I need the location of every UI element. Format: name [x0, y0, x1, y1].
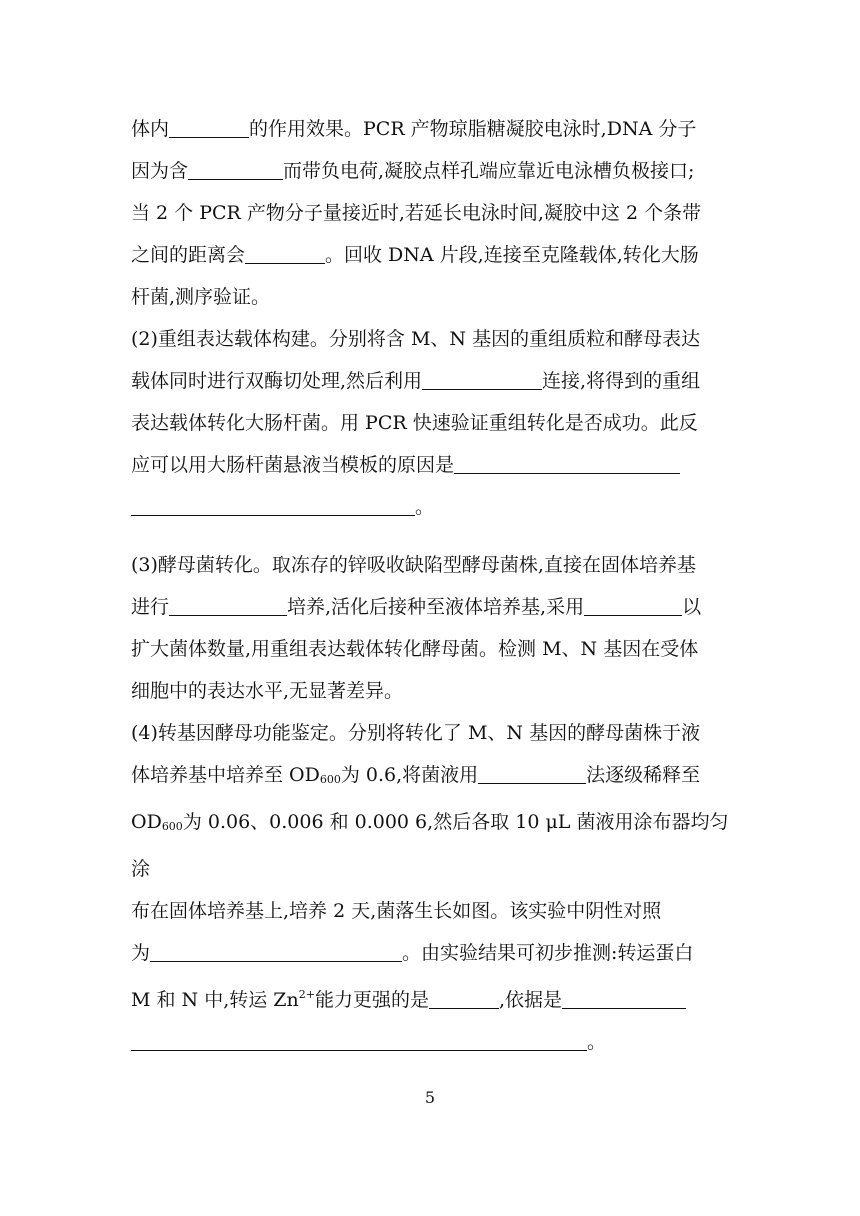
answer-blank[interactable] [584, 595, 682, 616]
answer-blank[interactable] [245, 243, 325, 264]
text-line: 应可以用大肠杆菌悬液当模板的原因是 [131, 444, 731, 486]
text-line: 扩大菌体数量,用重组表达载体转化酵母菌。检测 M、N 基因在受体 [131, 638, 699, 660]
text-line: 因为含 而带负电荷,凝胶点样孔端应靠近电泳槽负极接口; [131, 160, 695, 182]
text-line: 。 [131, 486, 731, 528]
question-4-heading: (4)转基因酵母功能鉴定。分别将转化了 M、N 基因的酵母菌株于液 [131, 722, 701, 744]
answer-blank[interactable] [422, 369, 542, 390]
text-line: 进行 培养,活化后接种至液体培养基,采用 以 [131, 596, 702, 618]
answer-blank[interactable] [169, 595, 287, 616]
answer-blank[interactable] [429, 988, 499, 1009]
text-line: 载体同时进行双酶切处理,然后利用 连接,将得到的重组 [131, 370, 701, 392]
text-line: 体内 的作用效果。PCR 产物琼脂糖凝胶电泳时,DNA 分子 [131, 118, 697, 140]
text-line: 布在固体培养基上,培养 2 天,菌落生长如图。该实验中阴性对照 [131, 900, 662, 922]
text-line: 之间的距离会 。回收 DNA 片段,连接至克隆载体,转化大肠 [131, 244, 699, 266]
answer-blank[interactable] [562, 988, 686, 1009]
text-line: 当 2 个 PCR 产物分子量接近时,若延长电泳时间,凝胶中这 2 个条带 [131, 202, 702, 224]
text-line: $OD_{600}$为 0.06、0.006 和 0.000 6,然后各取 10 μL 菌液用涂布器均匀涂 [131, 811, 729, 880]
text-line: 体培养基中培养至 $OD_{600}$为 0.6,将菌液用 法逐级稀释至 [131, 764, 701, 786]
answer-blank[interactable] [478, 763, 586, 784]
body-text [131, 108, 731, 1063]
question-3-heading: (3)酵母菌转化。取冻存的锌吸收缺陷型酵母菌株,直接在固体培养基 [131, 554, 696, 576]
text-line: 。 [131, 1021, 731, 1063]
question-2-heading: (2)重组表达载体构建。分别将含 M、N 基因的重组质粒和酵母表达 [131, 328, 701, 350]
answer-blank[interactable] [131, 1030, 587, 1051]
text-line: 表达载体转化大肠杆菌。用 PCR 快速验证重组转化是否成功。此反 [131, 412, 698, 434]
text-line: M 和 N 中,转运 $Zn^{2+}$能力更强的是 ,依据是 [131, 974, 731, 1021]
answer-blank[interactable] [188, 159, 283, 180]
answer-blank[interactable] [131, 495, 415, 516]
answer-blank[interactable] [169, 117, 249, 138]
text-line: 细胞中的表达水平,无显著差异。 [131, 680, 404, 702]
page-number: 5 [424, 1088, 436, 1107]
answer-blank[interactable] [150, 941, 402, 962]
text-line: 杆菌,测序验证。 [131, 286, 271, 308]
answer-blank[interactable] [454, 453, 680, 474]
text-line: 为 。由实验结果可初步推测:转运蛋白 [131, 942, 694, 964]
